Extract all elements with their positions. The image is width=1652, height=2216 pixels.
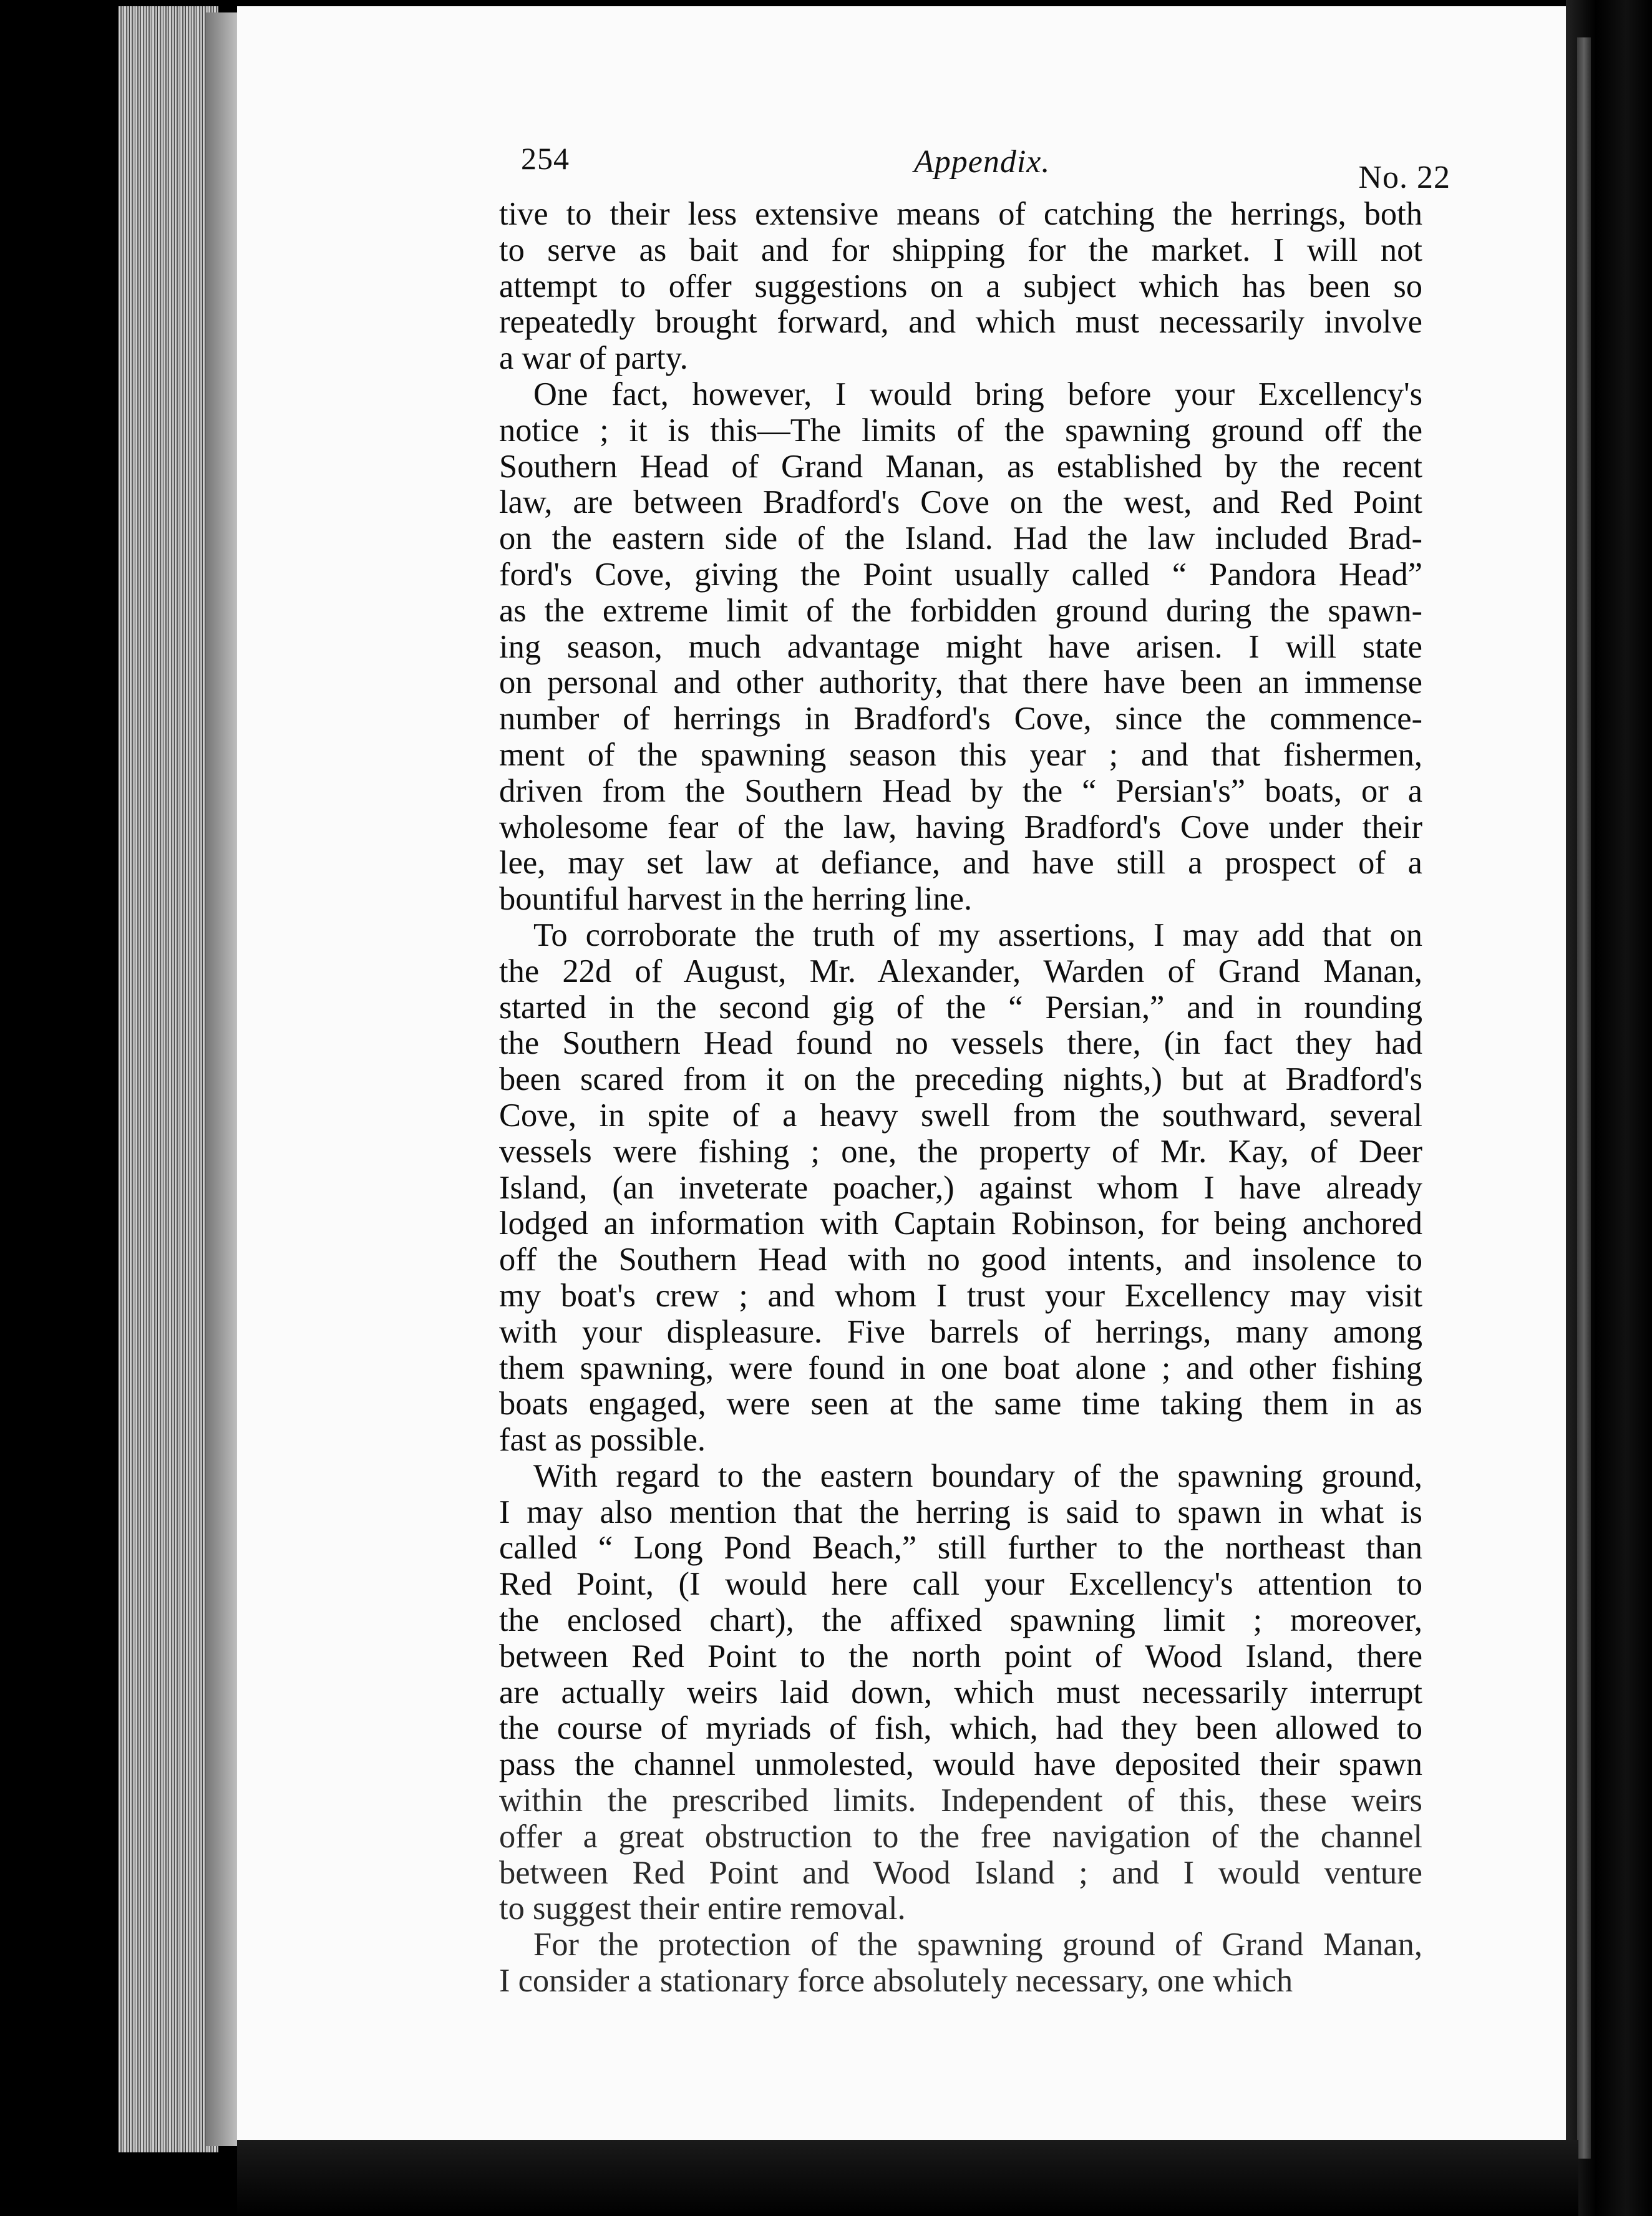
text-line: are actually weirs laid down, which must necessarily interrupt: [499, 1674, 1422, 1711]
text-line: I may also mention that the herring is said to spawn in what is: [499, 1494, 1422, 1530]
text-line: With regard to the eastern boundary of the spawning ground,: [533, 1458, 1422, 1494]
paragraph: [499, 1459, 1422, 1927]
running-head: [521, 140, 1450, 197]
text-line: the enclosed chart), the affixed spawning limit ; moreover,: [499, 1603, 1422, 1639]
text-line: to serve as bait and for shipping for the market. I will not: [499, 232, 1422, 268]
book-page-edges: [119, 6, 218, 2152]
text-line: tive to their less extensive means of catching the herrings, both: [499, 197, 1422, 232]
text-line: number of herrings in Bradford's Cove, since the commence-: [499, 701, 1422, 737]
text-line: ing season, much advantage might have arisen. I will state: [499, 629, 1422, 665]
text-line: boats engaged, were seen at the same time taking them in as: [499, 1386, 1422, 1422]
text-line: fast as possible.: [499, 1422, 706, 1459]
text-line: off the Southern Head with no good intents, and insolence to: [499, 1242, 1422, 1278]
text-line: pass the channel unmolested, would have deposited their spawn: [499, 1747, 1422, 1783]
text-line: on personal and other authority, that there have been an immense: [499, 665, 1422, 701]
text-line: ford's Cove, giving the Point usually called “ Pandora Head”: [499, 556, 1422, 593]
page-number: 254: [521, 141, 570, 176]
text-line: ment of the spawning season this year ; and that fishermen,: [499, 737, 1422, 773]
text-line: on the eastern side of the Island. Had the law included Brad-: [499, 521, 1422, 557]
text-line: To corroborate the truth of my assertions, I may add that on: [533, 917, 1422, 953]
text-line: I consider a stationary force absolutely necessary, one which: [499, 1963, 1293, 2000]
text-line: a war of party.: [499, 341, 688, 377]
text-line: lee, may set law at defiance, and have still a prospect of a: [499, 845, 1422, 882]
text-line: as the extreme limit of the forbidden ground during the spawn-: [499, 593, 1422, 629]
text-line: to suggest their entire removal.: [499, 1891, 906, 1927]
text-line: Southern Head of Grand Manan, as established by the recent: [499, 449, 1422, 485]
text-line: vessels were fishing ; one, the property of Mr. Kay, of Deer: [499, 1134, 1422, 1170]
paragraph: [499, 197, 1422, 377]
text-line: the 22d of August, Mr. Alexander, Warden of Grand Manan,: [499, 953, 1422, 989]
paragraph: [499, 918, 1422, 1459]
text-line: my boat's crew ; and whom I trust your Excellency may visit: [499, 1278, 1422, 1314]
paragraph: [499, 1927, 1422, 2000]
text-line: been scared from it on the preceding nights,) but at Bradford's: [499, 1062, 1422, 1098]
text-line: lodged an information with Captain Robinson, for being anchored: [499, 1206, 1422, 1242]
text-line: Red Point, (I would here call your Excellency's attention to: [499, 1567, 1422, 1603]
text-line: offer a great obstruction to the free navigation of the channel: [499, 1819, 1422, 1855]
text-line: repeatedly brought forward, and which must necessarily involve: [499, 304, 1422, 341]
text-line: attempt to offer suggestions on a subject which has been so: [499, 268, 1422, 304]
text-line: with your displeasure. Five barrels of herrings, many among: [499, 1314, 1422, 1350]
text-line: the Southern Head found no vessels there, (in fact they had: [499, 1026, 1422, 1062]
text-line: notice ; it is this—The limits of the spawning ground off the: [499, 412, 1422, 449]
text-line: Cove, in spite of a heavy swell from the southward, several: [499, 1097, 1422, 1134]
text-line: One fact, however, I would bring before your Excellency's: [533, 376, 1422, 412]
text-line: started in the second gig of the “ Persian,” and in rounding: [499, 989, 1422, 1026]
text-line: between Red Point and Wood Island ; and I would venture: [499, 1855, 1422, 1891]
text-line: them spawning, were found in one boat alone ; and other fishing: [499, 1350, 1422, 1386]
facing-page-edge: [1577, 37, 1591, 2159]
text-line: the course of myriads of fish, which, had they been allowed to: [499, 1711, 1422, 1747]
document-number: No. 22: [1358, 160, 1450, 195]
bottom-shadow: [237, 2140, 1578, 2216]
text-line: between Red Point to the north point of Wood Island, there: [499, 1638, 1422, 1674]
text-line: called “ Long Pond Beach,” still further to the northeast than: [499, 1530, 1422, 1567]
text-line: wholesome fear of the law, having Bradford's Cove under their: [499, 809, 1422, 845]
text-line: driven from the Southern Head by the “ Persian's” boats, or a: [499, 773, 1422, 809]
section-title: Appendix.: [914, 144, 1051, 180]
text-line: For the protection of the spawning ground of Grand Manan,: [533, 1927, 1422, 1963]
text-line: within the prescribed limits. Independent of this, these weirs: [499, 1783, 1422, 1819]
body-text: [499, 197, 1422, 2000]
paragraph: [499, 377, 1422, 918]
text-line: Island, (an inveterate poacher,) against whom I have already: [499, 1170, 1422, 1206]
text-line: bountiful harvest in the herring line.: [499, 882, 973, 918]
text-line: law, are between Bradford's Cove on the west, and Red Point: [499, 485, 1422, 521]
